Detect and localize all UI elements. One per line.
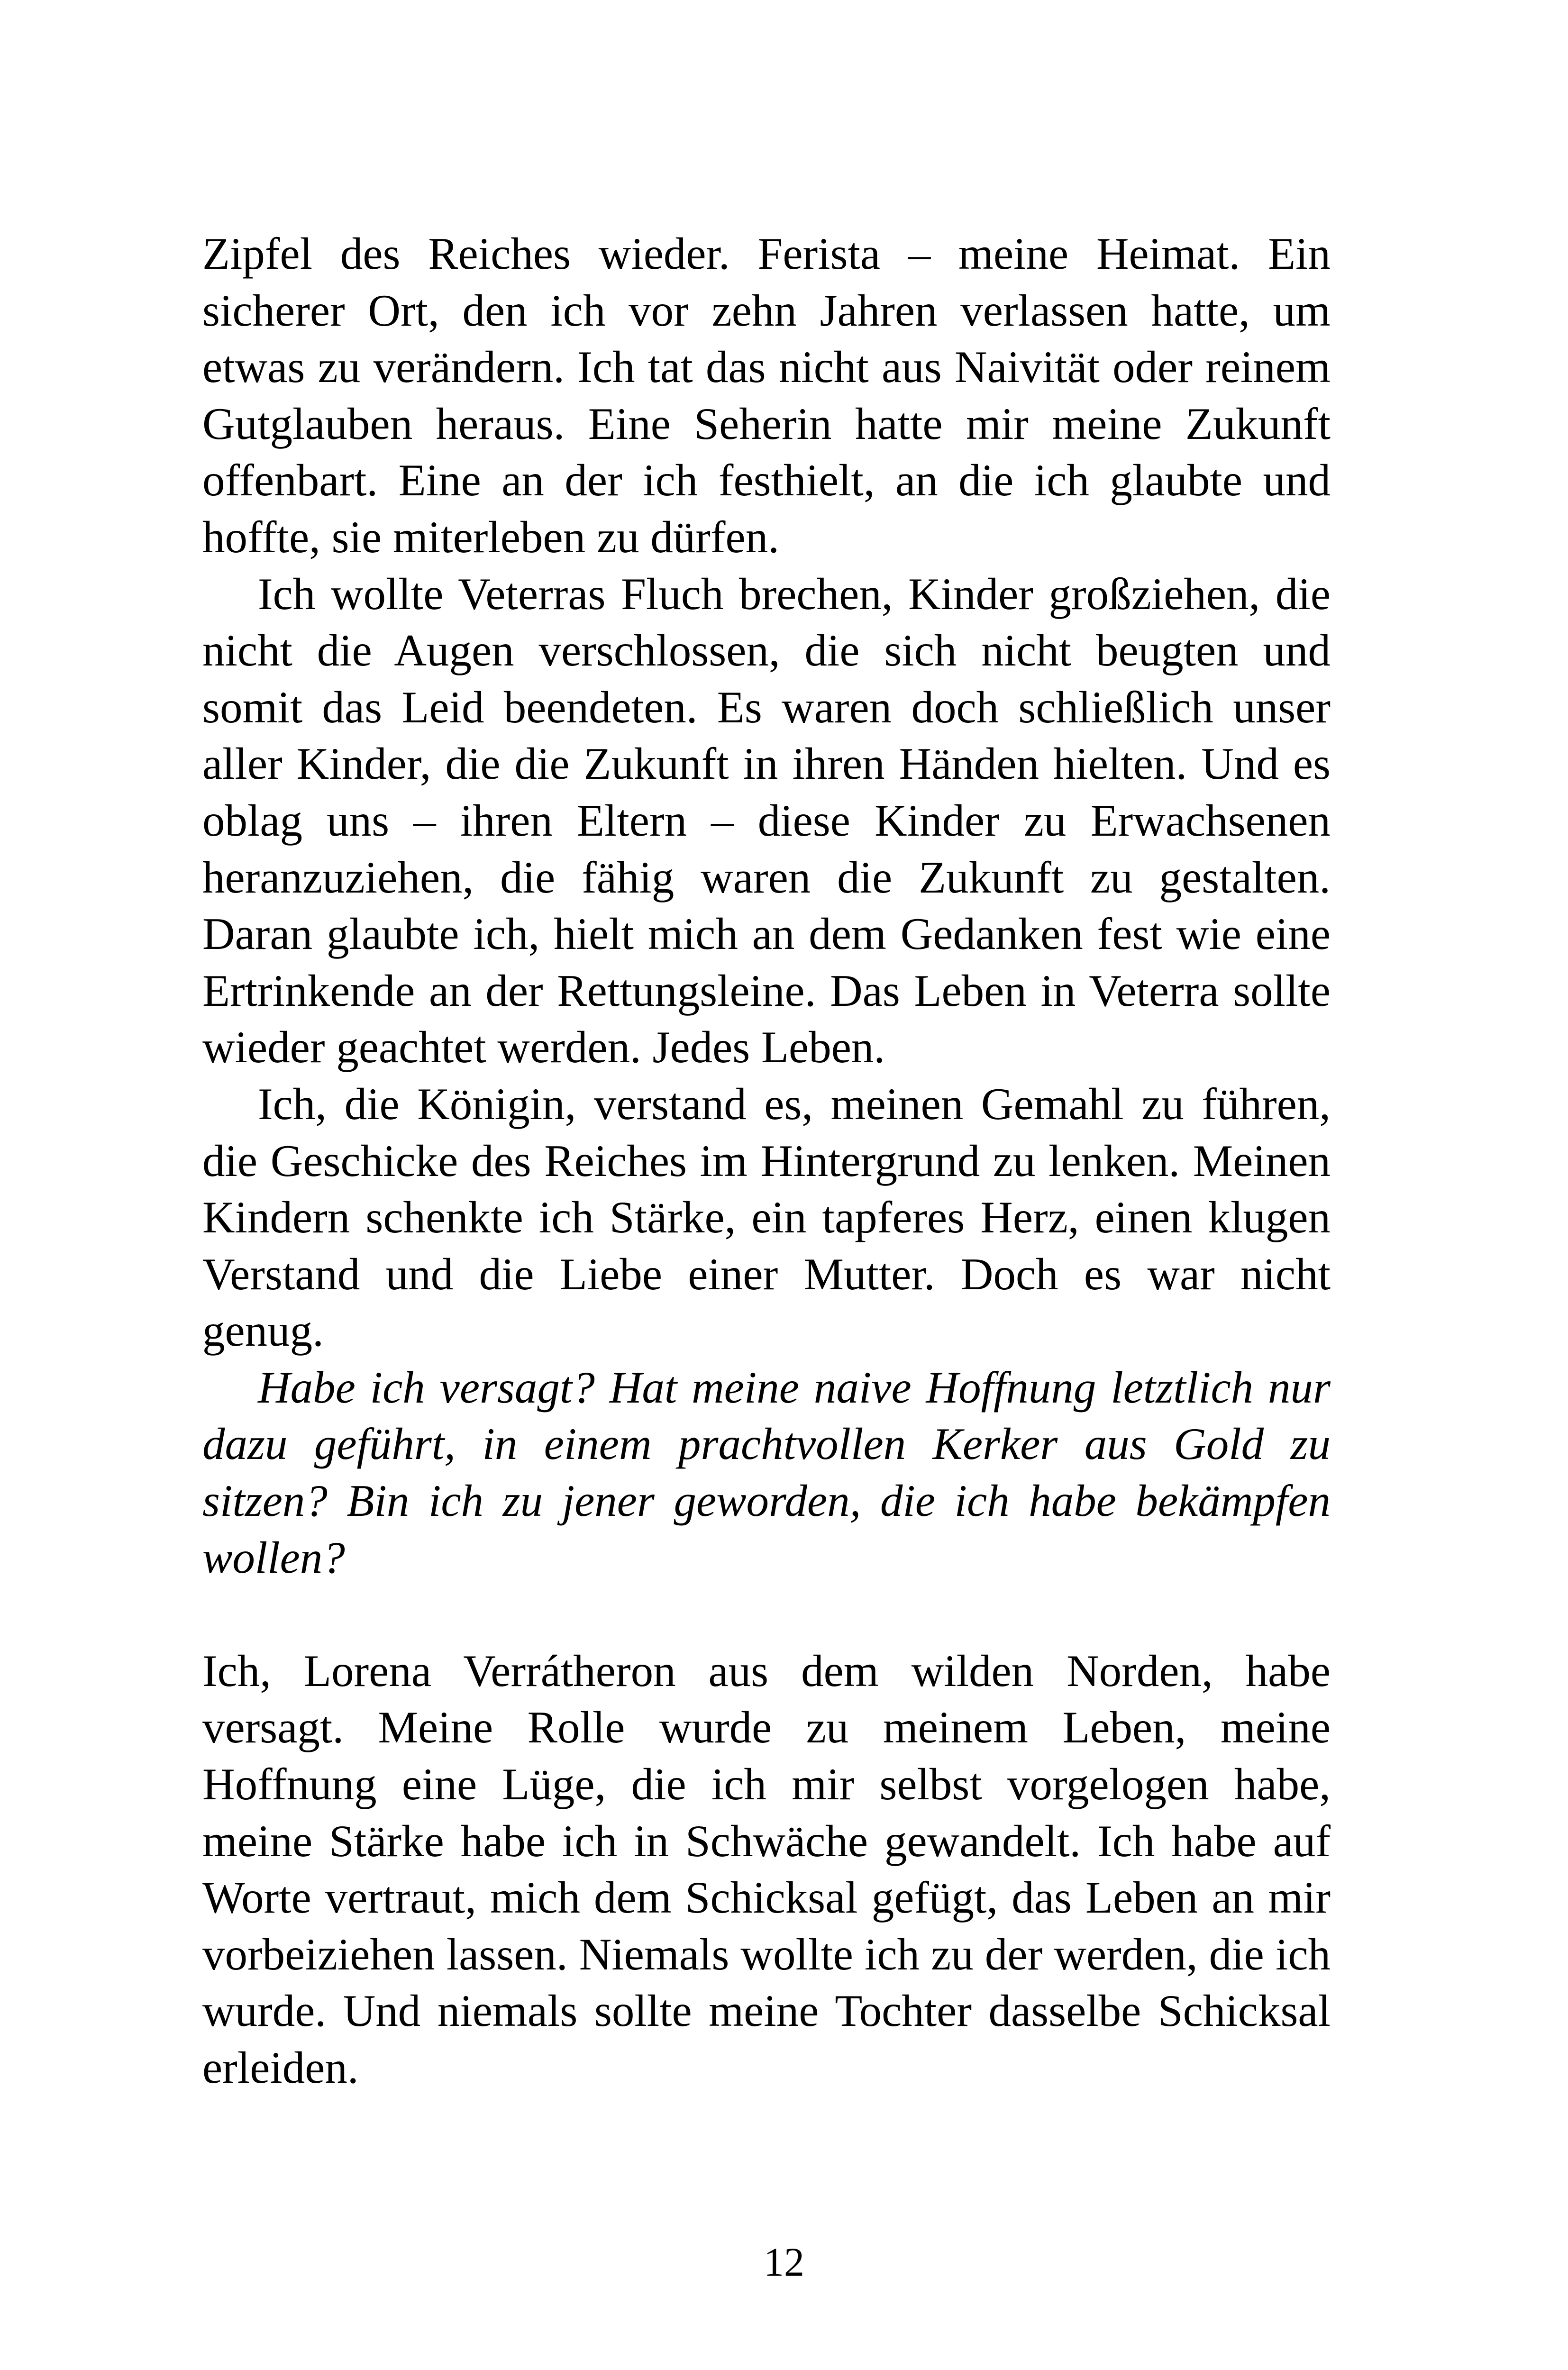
paragraph-lorena: Ich, Lorena Verrátheron aus dem wilden Norden, habe versagt. Meine Rolle wurde zu meinem Leben, meine Hoffnung eine Lüge, die ich mir selbst vorgelogen habe, meine Stärke habe ich in Schwäche gewandelt. Ich habe auf Worte vertraut, mich dem Schicksal gefügt, das Leben an mir vorbeiziehen lassen. Niemals wollte ich zu der werden, die ich wurde. Und niemals sollte meine Tochter dasselbe Schicksal erleiden. [202, 1645, 1331, 2093]
paragraph-continuation: Zipfel des Reiches wieder. Ferista – meine Heimat. Ein sicherer Ort, den ich vor zehn Jahren verlassen hatte, um etwas zu verändern. Ich tat das nicht aus Naivität oder reinem Gutglauben heraus. Eine Seherin hatte mir meine Zukunft offenbart. Eine an der ich festhielt, an die ich glaubte und hoffte, sie miterleben zu dürfen. [202, 228, 1331, 562]
paragraph-italic-thoughts: Habe ich versagt? Hat meine naive Hoffnung letztlich nur dazu geführt, in einem prachtvollen Kerker aus Gold zu sitzen? Bin ich zu jener geworden, die ich habe bekämpfen wollen? [202, 1362, 1331, 1583]
paragraph-queen: Ich, die Königin, verstand es, meinen Gemahl zu führen, die Geschicke des Reiches im Hintergrund zu lenken. Meinen Kindern schenkte ich Stärke, ein tapferes Herz, einen klugen Verstand und die Liebe einer Mutter. Doch es war nicht genug. [202, 1078, 1331, 1356]
page-number: 12 [764, 2239, 804, 2285]
page-body [202, 226, 1331, 2097]
paragraph-veterra-curse: Ich wollte Veterras Fluch brechen, Kinder großziehen, die nicht die Augen verschlossen, die sich nicht beugten und somit das Leid beendeten. Es waren doch schließlich unser aller Kinder, die die Zukunft in ihren Händen hielten. Und es oblag uns – ihren Eltern – diese Kinder zu Erwachsenen heranzuziehen, die fähig waren die Zukunft zu gestalten. Daran glaubte ich, hielt mich an dem Gedanken fest wie eine Ertrinkende an der Rettungsleine. Das Leben in Veterra sollte wieder geachtet werden. Jedes Leben. [202, 568, 1331, 1073]
